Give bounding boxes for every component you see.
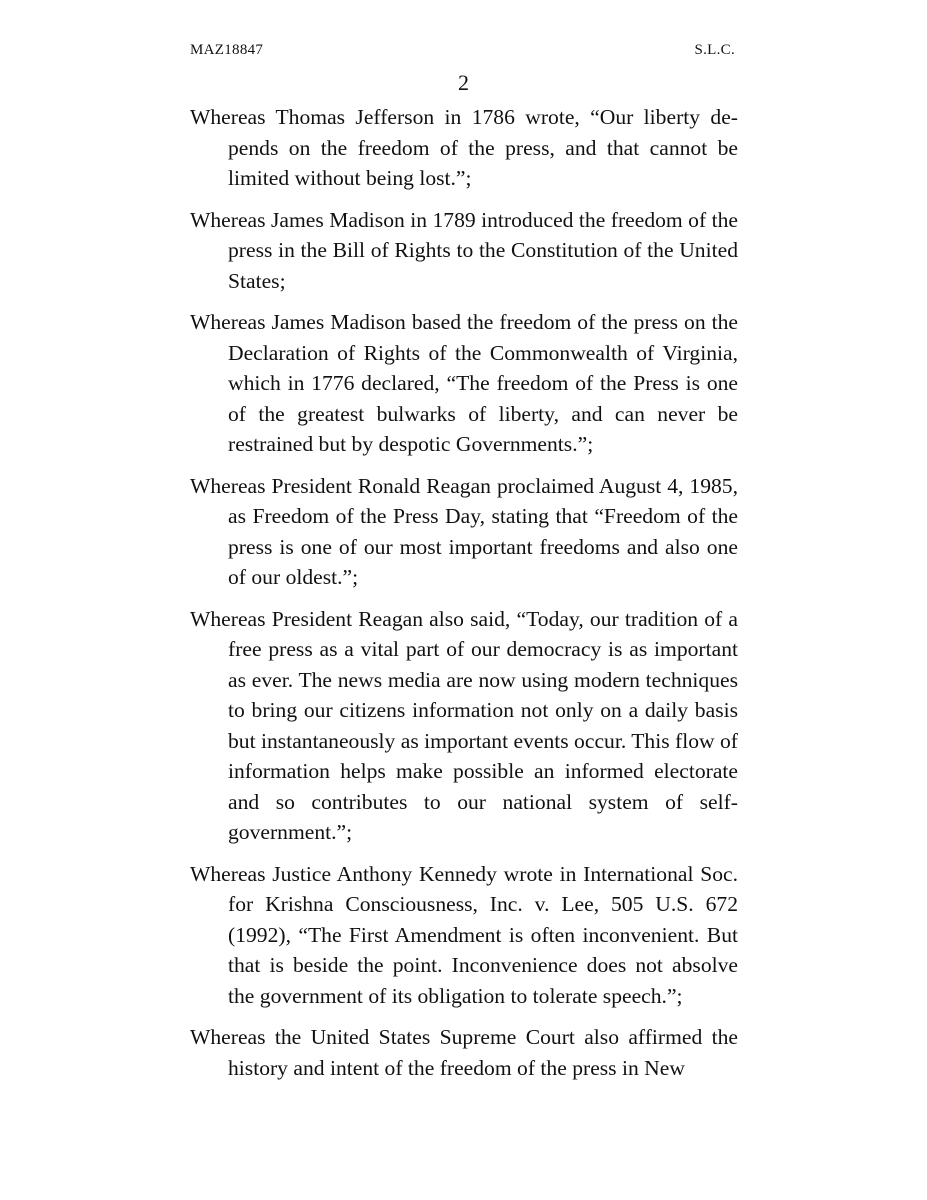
whereas-clause-virginia-declaration: Whereas James Madison based the freedom of the press on the Declaration of Rights of the Commonwealth of Virginia, which in 1776 declared, “The freedom of the Press is one of the greatest bulwarks of liberty, and can never be restrained but by despotic Governments.”;	[190, 310, 738, 456]
whereas-clauses	[190, 102, 738, 1094]
whereas-clause-kennedy: Whereas Justice Anthony Kennedy wrote in International Soc. for Krishna Consciousness, Inc. v. Lee, 505 U.S. 672 (1992), “The First Amendment is often inconvenient. But that is beside the point. Inconvenience does not absolve the government of its obligation to tolerate speech.”;	[190, 861, 738, 1008]
whereas-clause-reagan-proclamation: Whereas President Ronald Reagan proclaimed August 4, 1985, as Freedom of the Press Day, stating that “Freedom of the press is one of our most important freedoms and also one of our oldest.”;	[190, 473, 738, 589]
whereas-clause-madison-bill-of-rights: Whereas James Madison in 1789 introduced the freedom of the press in the Bill of Rights to the Constitution of the United States;	[190, 207, 738, 293]
whereas-clause-reagan-quote: Whereas President Reagan also said, “Today, our tradition of a free press as a vital part of our democracy is as important as ever. The news media are now using modern techniques to bring our citizens information not only on a daily basis but instantaneously as important events occur. This flow of information helps make possible an informed electorate and so contributes to our national system of self-government.”;	[190, 606, 738, 844]
whereas-clause-supreme-court: Whereas the United States Supreme Court also affirmed the history and intent of the freedom of the press in New	[190, 1025, 738, 1080]
office-code: S.L.C.	[694, 42, 735, 58]
page-number: 2	[458, 70, 469, 95]
whereas-clause-jefferson: Whereas Thomas Jefferson in 1786 wrote, “Our liberty depends on the freedom of the press, and that cannot be limited without being lost.”;	[190, 105, 738, 190]
document-id: MAZ18847	[190, 42, 264, 58]
